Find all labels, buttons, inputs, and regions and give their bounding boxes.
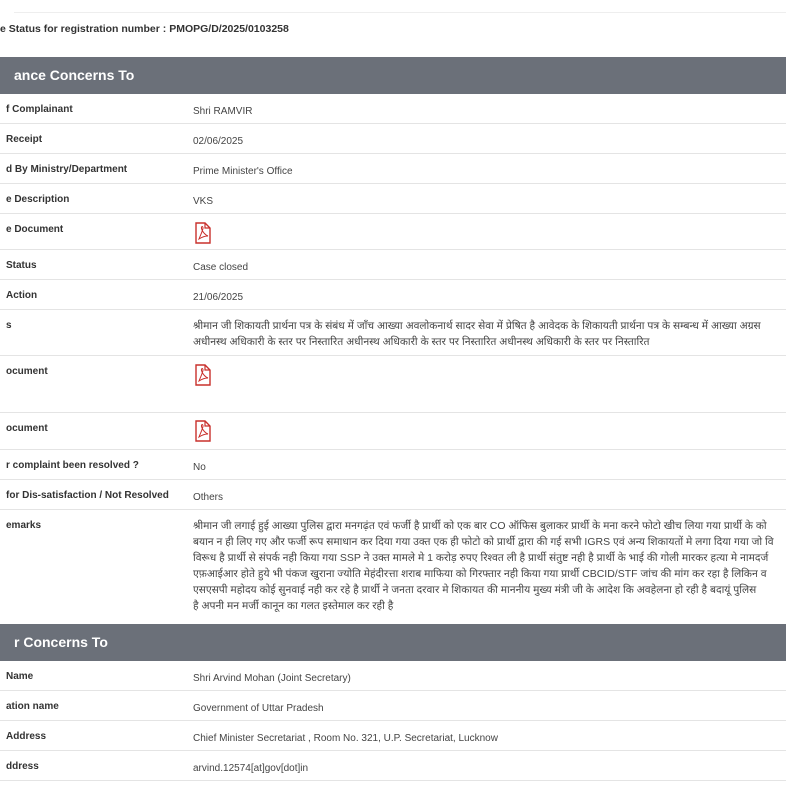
value-received-by: Prime Minister's Office <box>193 166 293 177</box>
row-officer-name <box>0 661 786 691</box>
row-action-date <box>0 280 786 310</box>
row-current-status <box>0 250 786 280</box>
label-received-by: d By Ministry/Department <box>6 164 128 175</box>
value-email-address: arvind.12574[at]gov[dot]in <box>193 763 309 774</box>
label-feedback-document: ocument <box>6 423 48 434</box>
label-receipt-date: Receipt <box>6 134 43 145</box>
officer-section-title: r Concerns To <box>14 634 108 650</box>
label-email-address: ddress <box>6 761 39 772</box>
row-dissatisfaction-reason <box>0 480 786 510</box>
grievance-section-header <box>0 57 786 94</box>
label-complainant: f Complainant <box>6 104 73 115</box>
value-officer-name: Shri Arvind Mohan (Joint Secretary) <box>193 673 351 684</box>
row-remarks <box>0 310 786 356</box>
feedback-remarks-line: है अपनी मन मर्जी कानून का गलत इस्तेमाल कर रही है <box>193 600 394 612</box>
label-organisation-name: ation name <box>6 701 59 712</box>
row-email-address <box>0 751 786 781</box>
label-complaint-resolved: r complaint been resolved ? <box>6 460 139 471</box>
row-organisation-name <box>0 691 786 721</box>
grievance-details-table <box>0 94 786 616</box>
pdf-icon[interactable] <box>193 222 213 244</box>
remarks-line: अधीनस्थ अधिकारी के स्तर पर निस्तारित अधीनस्थ अधिकारी के स्तर पर निस्तारित अधीनस्थ अधिकारी के स्तर पर निस्तारित <box>193 336 650 348</box>
feedback-remarks-line: बयान न ही लिए गए और फर्जी रूप समाधान कर दिया गया उक्त एक ही फोटो को प्रार्थी द्वारा की गई सभी IGRS एवं अन्य शिकायतों मे लगा दिया गया जो वि <box>193 536 774 548</box>
label-officer-name: Name <box>6 671 34 682</box>
value-remarks <box>193 310 786 350</box>
row-received-by <box>0 154 786 184</box>
top-divider <box>14 12 786 13</box>
row-complaint-resolved <box>0 450 786 480</box>
label-dissatisfaction-reason: for Dis-satisfaction / Not Resolved <box>6 490 169 501</box>
officer-section-header <box>0 624 786 661</box>
row-contact-address <box>0 721 786 751</box>
pdf-icon[interactable] <box>193 364 213 386</box>
row-grievance-document <box>0 214 786 250</box>
value-complaint-resolved: No <box>193 462 206 473</box>
page-title: e Status for registration number : PMOPG/D/2025/0103258 <box>0 23 289 35</box>
value-grievance-description: VKS <box>193 196 214 207</box>
row-feedback-document <box>0 413 786 450</box>
grievance-section-title: ance Concerns To <box>14 67 135 83</box>
label-reply-document: ocument <box>6 366 48 377</box>
row-reply-document <box>0 356 786 413</box>
label-grievance-description: e Description <box>6 194 70 205</box>
label-current-status: Status <box>6 260 37 271</box>
label-feedback-remarks: emarks <box>6 520 42 531</box>
value-current-status: Case closed <box>193 262 249 273</box>
feedback-remarks-line: विरूध है प्रार्थी से संपर्क नही किया गया SSP ने उक्त मामले मे 1 करोड़ रुपए रिश्वत ली है प्रार्थी संतुष्ट नही है प्रार्थी के भाई की गोली मारकर हत्या मे नामदर्ज <box>193 552 769 564</box>
feedback-remarks-line: एसएसपी महोदय कोई सुनवाई नही कर रहे है प्रार्थी ने जनता दरवार मे शिकायत की माननीय मुख्य मंत्री जी के आदेश कि अवहेलना हो रही है बदायूं पुलिस <box>193 584 757 596</box>
label-contact-address: Address <box>6 731 47 742</box>
officer-details-table <box>0 661 786 781</box>
value-dissatisfaction-reason: Others <box>193 492 224 503</box>
value-action-date: 21/06/2025 <box>193 292 244 303</box>
value-receipt-date: 02/06/2025 <box>193 136 244 147</box>
feedback-remarks-line: एफ़आईआर होते हुये भी पंकज खुराना ज्योति मेहंदीरत्ता शराब माफिया को गिरफ्तार नही किया गया प्रार्थी CBCID/STF जांच की मांग कर रहा है लिकिन व <box>193 568 767 580</box>
label-action-date: Action <box>6 290 38 301</box>
value-feedback-remarks <box>193 510 786 614</box>
value-organisation-name: Government of Uttar Pradesh <box>193 703 324 714</box>
row-grievance-description <box>0 184 786 214</box>
row-receipt-date <box>0 124 786 154</box>
value-complainant: Shri RAMVIR <box>193 106 253 117</box>
row-feedback-remarks <box>0 510 786 616</box>
feedback-remarks-line: श्रीमान जी लगाई हुई आख्या पुलिस द्वारा मनगढ़ंत एवं फर्जी है प्रार्थी को एक बार CO ऑफिस बुलाकर प्रार्थी के मना करने फोटो खीच लिया गया प्रार्थी के को <box>193 520 767 532</box>
pdf-icon[interactable] <box>193 420 213 442</box>
label-grievance-document: e Document <box>6 224 64 235</box>
label-remarks: s <box>6 320 12 331</box>
value-contact-address: Chief Minister Secretariat , Room No. 321, U.P. Secretariat, Lucknow <box>193 733 498 744</box>
row-complainant <box>0 94 786 124</box>
remarks-line: श्रीमान जी शिकायती प्रार्थना पत्र के संबंध में जाँच आख्या अवलोकनार्थ सादर सेवा में प्रेषित है आवेदक के शिकायती प्रार्थना पत्र के सम्बन्ध में आख्या अग्रस <box>193 320 761 332</box>
